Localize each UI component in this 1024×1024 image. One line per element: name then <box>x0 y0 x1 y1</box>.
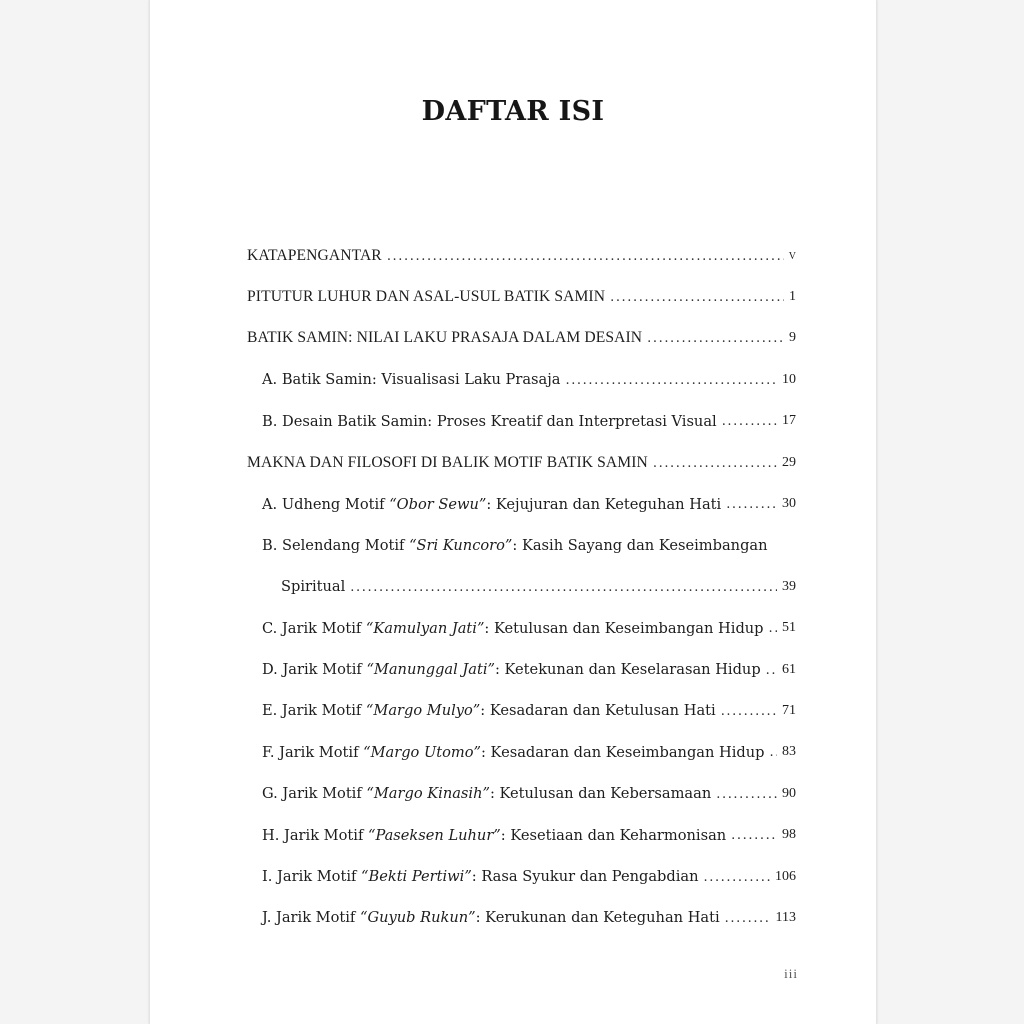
toc-entry-kamulyan-jati[interactable] <box>247 608 796 649</box>
dot-leader <box>766 662 777 678</box>
toc-page-number: 30 <box>782 496 796 512</box>
toc-entry-prefix: D. Jarik Motif <box>262 661 367 679</box>
toc-entry-title <box>262 909 723 926</box>
toc-entry-motif: “Bekti Pertiwi” <box>361 868 472 886</box>
dot-leader <box>647 330 784 346</box>
toc-entry-title: A. Batik Samin: Visualisasi Laku Prasaja <box>262 371 563 388</box>
table-of-contents <box>247 235 796 939</box>
page-title: DAFTAR ISI <box>421 96 605 127</box>
dot-leader <box>653 455 777 471</box>
toc-entry-title: BATIK SAMIN: NILAI LAKU PRASAJA DALAM DESAIN <box>247 329 645 347</box>
toc-page-number: 83 <box>782 744 796 760</box>
toc-entry-title: MAKNA DAN FILOSOFI DI BALIK MOTIF BATIK SAMIN <box>247 454 651 472</box>
dot-leader <box>387 248 784 264</box>
toc-page-number: 90 <box>782 785 796 801</box>
toc-entry-suffix: : Ketekunan dan Keselarasan Hidup <box>494 661 761 679</box>
toc-entry-kata-pengantar[interactable] <box>247 235 796 276</box>
toc-entry-title: B. Desain Batik Samin: Proses Kreatif dan Interpretasi Visual <box>262 413 720 430</box>
toc-entry-margo-kinasih[interactable] <box>247 773 796 814</box>
toc-entry-continuation: Spiritual <box>281 578 348 595</box>
toc-page-number: 29 <box>782 454 796 470</box>
dot-leader <box>716 786 777 802</box>
toc-entry-prefix: I. Jarik Motif <box>262 868 362 886</box>
toc-entry-sri-kuncoro[interactable] <box>247 525 796 566</box>
toc-entry-suffix: : Ketulusan dan Keseimbangan Hidup <box>484 619 764 637</box>
toc-entry-motif: “Margo Kinasih” <box>366 785 490 803</box>
toc-entry-motif: “Manunggal Jati” <box>366 661 495 679</box>
toc-entry-visualisasi[interactable] <box>247 359 796 400</box>
toc-page-number: 98 <box>782 827 796 843</box>
toc-entry-prefix: J. Jarik Motif <box>262 909 360 927</box>
toc-entry-prefix: F. Jarik Motif <box>262 743 364 761</box>
toc-entry-title <box>262 827 729 844</box>
dot-leader <box>726 496 777 512</box>
toc-entry-title <box>262 868 701 885</box>
toc-entry-motif: “Obor Sewu” <box>389 495 487 513</box>
toc-page-number: 10 <box>782 371 796 387</box>
toc-entry-prefix: G. Jarik Motif <box>262 785 367 803</box>
toc-entry-guyub-rukun[interactable] <box>247 897 796 938</box>
toc-entry-manunggal-jati[interactable] <box>247 649 796 690</box>
toc-page-number: 71 <box>782 702 796 718</box>
toc-entry-prefix: E. Jarik Motif <box>262 702 366 720</box>
toc-page-number: 61 <box>782 661 796 677</box>
dot-leader <box>610 289 784 305</box>
toc-entry-motif: “Kamulyan Jati” <box>365 619 485 637</box>
toc-entry-suffix: : Kerukunan dan Keteguhan Hati <box>475 909 720 927</box>
toc-entry-suffix: : Kesadaran dan Ketulusan Hati <box>480 702 716 720</box>
dot-leader <box>769 620 777 636</box>
page-folio: iii <box>784 966 798 981</box>
dot-leader <box>565 372 777 388</box>
toc-entry-margo-mulyo[interactable] <box>247 690 796 731</box>
dot-leader <box>770 744 777 760</box>
toc-entry-suffix: : Kasih Sayang dan Keseimbangan <box>512 536 768 554</box>
toc-entry-motif: “Margo Mulyo” <box>365 702 481 720</box>
toc-entry-pitutur-luhur[interactable] <box>247 276 796 317</box>
toc-entry-desain[interactable] <box>247 401 796 442</box>
toc-page-number: 51 <box>782 620 796 636</box>
toc-page-number: 9 <box>789 330 796 346</box>
dot-leader <box>722 413 777 429</box>
dot-leader <box>721 703 777 719</box>
dot-leader <box>350 579 777 595</box>
toc-entry-motif: “Paseksen Luhur” <box>367 826 501 844</box>
toc-entry-suffix: : Rasa Syukur dan Pengabdian <box>471 868 699 886</box>
toc-entry-prefix: C. Jarik Motif <box>262 619 366 637</box>
toc-entry-prefix: A. Udheng Motif <box>262 495 390 513</box>
toc-page-number: 39 <box>782 578 796 594</box>
toc-entry-sri-kuncoro-continued[interactable] <box>247 566 796 607</box>
toc-entry-margo-utomo[interactable] <box>247 732 796 773</box>
toc-entry-suffix: : Kesadaran dan Keseimbangan Hidup <box>481 743 765 761</box>
toc-entry-title <box>262 537 771 554</box>
toc-entry-title <box>262 785 714 802</box>
toc-page-number: 106 <box>775 868 796 884</box>
dot-leader <box>703 869 770 885</box>
toc-entry-motif: “Margo Utomo” <box>363 743 481 761</box>
toc-entry-batik-samin-nilai[interactable] <box>247 318 796 359</box>
toc-entry-suffix: : Ketulusan dan Kebersamaan <box>489 785 712 803</box>
toc-entry-title <box>262 661 764 678</box>
toc-page-number: 17 <box>782 413 796 429</box>
toc-entry-motif: “Guyub Rukun” <box>359 909 476 927</box>
toc-entry-makna-filosofi[interactable] <box>247 442 796 483</box>
toc-entry-suffix: : Kesetiaan dan Keharmonisan <box>500 826 727 844</box>
toc-entry-title: PITUTUR LUHUR DAN ASAL-USUL BATIK SAMIN <box>247 288 608 306</box>
toc-entry-title: KATAPENGANTAR <box>247 247 385 265</box>
toc-entry-bekti-pertiwi[interactable] <box>247 856 796 897</box>
toc-entry-title <box>262 620 767 637</box>
dot-leader <box>725 910 771 926</box>
toc-entry-suffix: : Kejujuran dan Keteguhan Hati <box>486 495 722 513</box>
toc-page-number: 1 <box>789 289 796 305</box>
toc-page-number: v <box>788 247 796 263</box>
toc-entry-paseksen-luhur[interactable] <box>247 814 796 855</box>
toc-entry-prefix: H. Jarik Motif <box>262 826 368 844</box>
toc-entry-obor-sewu[interactable] <box>247 483 796 524</box>
toc-entry-title <box>262 744 768 761</box>
toc-entry-title <box>262 496 724 513</box>
toc-entry-motif: “Sri Kuncoro” <box>409 536 513 554</box>
dot-leader <box>731 827 777 843</box>
toc-entry-prefix: B. Selendang Motif <box>262 536 410 554</box>
document-page <box>149 0 877 1024</box>
toc-page-number: 113 <box>775 909 796 925</box>
toc-entry-title <box>262 702 719 719</box>
